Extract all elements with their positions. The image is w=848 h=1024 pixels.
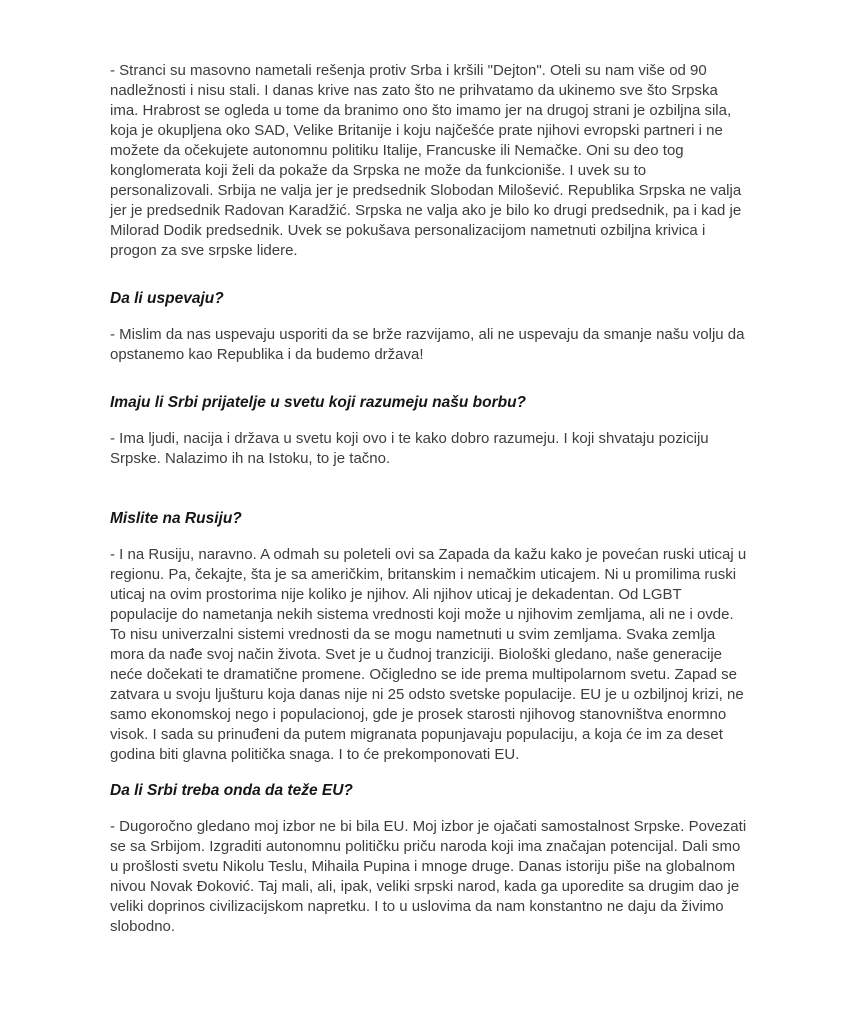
interview-answer-3: - Ima ljudi, nacija i država u svetu koji ovo i te kako dobro razumeju. I koji shvataju poziciju Srpske. Nalazimo ih na Istoku, to je tačno. — [110, 430, 709, 467]
interview-question-2: Imaju li Srbi prijatelje u svetu koji razumeju našu borbu? — [110, 394, 527, 411]
interview-question-4: Da li Srbi treba onda da teže EU? — [110, 782, 353, 799]
interview-answer-4: - I na Rusiju, naravno. A odmah su poleteli ovi sa Zapada da kažu kako je povećan ruski uticaj u regionu. Pa, čekajte, šta je sa američkim, britanskim i nemačkim uticajem. Ni u promilima ruski uticaj na ovim prostorima nije koliko je njihov. Ali njihov uticaj je dekadentan. Od LGBT populacije do nametanja nekih sistema vrednosti koji može u njihovim zemljama, ali ne i ovde. To nisu univerzalni sistemi vrednosti da se mogu nametnuti u svim zemljama. Svaka zemlja mora da nađe svoj način života. Svet je u čudnoj tranziciji. Biološki gledano, naše generacije neće dočekati te dramatične promene. Očigledno se ide prema multipolarnom svetu. Zapad se zatvara u svoju ljušturu koja danas nije ni 25 odsto svetske populacije. EU je u ozbiljnoj krizi, ne samo ekonomskoj nego i populacionoj, gde je prosek starosti njihovog stanovništva enormno visok. I sada su prinuđeni da putem migranata popunjavaju populaciju, a koja će im za deset godina biti glavna politička snaga. I to će prekomponovati EU. — [110, 546, 747, 763]
interview-answer-5: - Dugoročno gledano moj izbor ne bi bila EU. Moj izbor je ojačati samostalnost Srpske. Povezati se sa Srbijom. Izgraditi autonomnu političku priču naroda koji ima značajan potencijal. Dali smo u prošlosti svetu Nikolu Teslu, Mihaila Pupina i mnoge druge. Danas istoriju piše na globalnom nivou Novak Đoković. Taj mali, ali, ipak, veliki srpski narod, kada ga uporedite sa drugim dao je veliki doprinos civilizacijskom napretku. I to u uslovima da nam konstantno ne daju da živimo slobodno. — [110, 818, 747, 935]
interview-answer-2: - Mislim da nas uspevaju usporiti da se brže razvijamo, ali ne uspevaju da smanje našu volju da opstanemo kao Republika i da budemo država! — [110, 326, 745, 363]
interview-question-1: Da li uspevaju? — [110, 290, 224, 307]
interview-question-3: Mislite na Rusiju? — [110, 510, 242, 527]
interview-article — [110, 0, 750, 937]
interview-answer-1: - Stranci su masovno nametali rešenja protiv Srba i kršili "Dejton". Oteli su nam više od 90 nadležnosti i nisu stali. I danas krive nas zato što ne prihvatamo da ukinemo sve što Srpska ima. Hrabrost se ogleda u tome da branimo ono što imamo jer na drugoj strani je ozbiljna sila, koja je okupljena oko SAD, Velike Britanije i koju najčešće prate njihovi evropski partneri i ne možete da očekujete autonomnu politiku Italije, Francuske ili Nemačke. Oni su deo tog konglomerata koji želi da pokaže da Srpska ne može da funkcioniše. I uvek su to personalizovali. Srbija ne valja jer je predsednik Slobodan Milošević. Republika Srpska ne valja jer je predsednik Radovan Karadžić. Srpska ne valja ako je bilo ko drugi predsednik, pa i kad je Milorad Dodik predsednik. Uvek se pokušava personalizacijom nametnuti ozbiljna krivica i progon za sve srpske lidere. — [110, 62, 742, 259]
